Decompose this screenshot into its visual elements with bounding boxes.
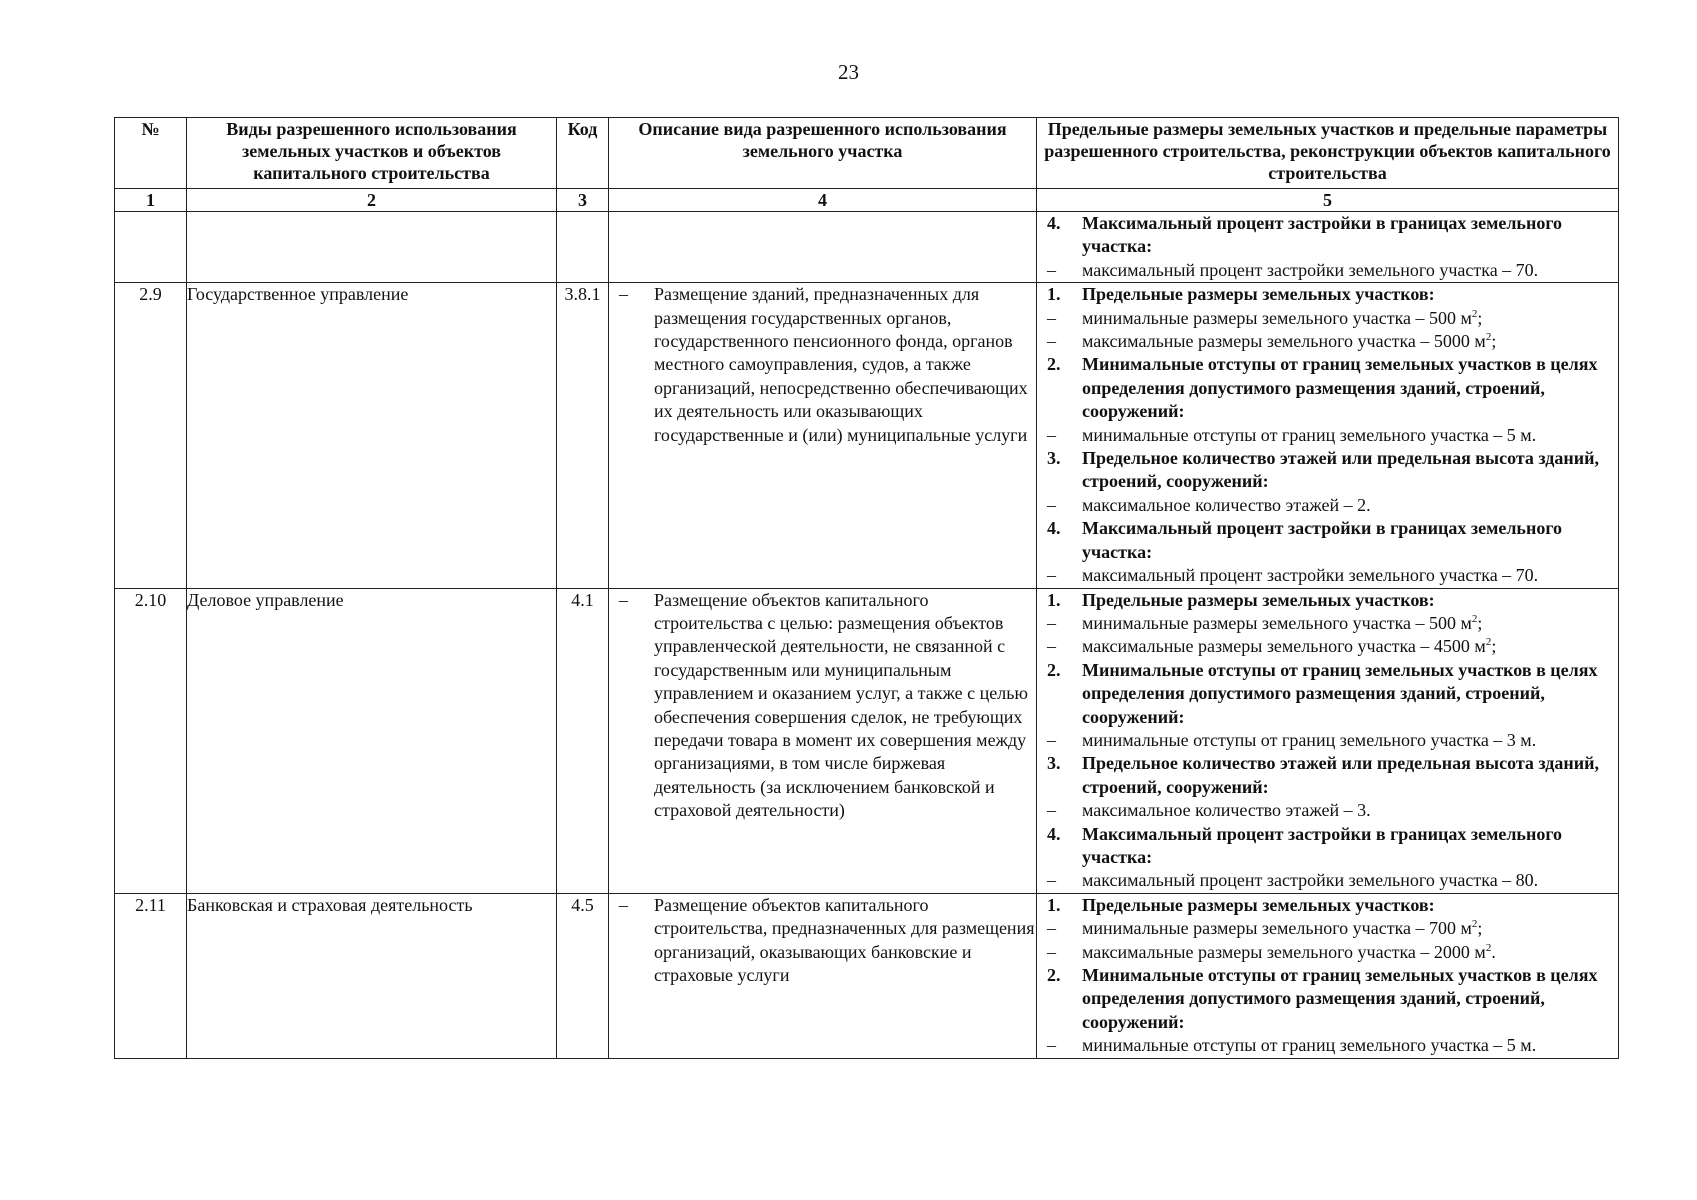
param-item: – максимальный процент застройки земельного участка – 70. — [1047, 565, 1539, 586]
param-heading: 1. Предельные размеры земельных участков: — [1047, 894, 1435, 915]
use-code: 4.1 — [557, 588, 609, 893]
use-type-name: Государственное управление — [187, 283, 557, 588]
param-item: – максимальное количество этажей – 2. — [1047, 494, 1371, 515]
param-heading: 2. Минимальные отступы от границ земельных участков в целях определения допустимого размещения зданий, строений, сооружений: — [1047, 354, 1598, 422]
header-use-type: Виды разрешенного использования земельных участков и объектов капитального строительства — [187, 118, 557, 189]
param-item: – минимальные отступы от границ земельного участка – 3 м. — [1047, 729, 1537, 750]
column-number: 3 — [557, 189, 609, 212]
use-type-name: Банковская и страховая деятельность — [187, 893, 557, 1058]
column-number: 4 — [609, 189, 1037, 212]
use-description: – Размещение объектов капитального строительства с целью: размещения объектов управленческой деятельности, не связанной с государственным или муниципальным управлением и оказанием услуг, а также с целью обеспечения совершения сделок, не требующих передачи товара в момент их совершения между организациями, в том числе биржевая деятельность (за исключением банковской и страховой деятельности) — [609, 588, 1037, 893]
param-heading: 4. Максимальный процент застройки в границах земельного участка: — [1047, 823, 1563, 867]
use-code: 3.8.1 — [557, 283, 609, 588]
table-header-row — [115, 118, 1619, 189]
row-number: 2.9 — [115, 283, 187, 588]
column-number: 1 — [115, 189, 187, 212]
param-item: – максимальное количество этажей – 3. — [1047, 800, 1371, 821]
param-heading: 4. Максимальный процент застройки в границах земельного участка: — [1047, 213, 1563, 257]
header-number: № — [115, 118, 187, 189]
use-type-name — [187, 212, 557, 283]
use-description: – Размещение зданий, предназначенных для размещения государственных органов, государственного пенсионного фонда, органов местного самоуправления, судов, а также организаций, непосредственно обеспечивающих их деятельность или оказывающих государственные и (или) муниципальные услуги — [609, 283, 1037, 588]
column-number: 5 — [1037, 189, 1619, 212]
use-code: 4.5 — [557, 893, 609, 1058]
use-description: – Размещение объектов капитального строительства, предназначенных для размещения организаций, оказывающих банковские и страховые услуги — [609, 893, 1037, 1058]
use-description — [609, 212, 1037, 283]
use-type-name: Деловое управление — [187, 588, 557, 893]
header-code: Код — [557, 118, 609, 189]
row-number: 2.11 — [115, 893, 187, 1058]
param-heading: 3. Предельное количество этажей или предельная высота зданий, строений, сооружений: — [1047, 753, 1600, 797]
param-heading: 4. Максимальный процент застройки в границах земельного участка: — [1047, 518, 1563, 562]
row-number: 2.10 — [115, 588, 187, 893]
param-item: – минимальные отступы от границ земельного участка – 5 м. — [1047, 424, 1537, 445]
parameters-cell — [1037, 283, 1619, 588]
table-row — [115, 588, 1619, 893]
table-row — [115, 212, 1619, 283]
param-item: – максимальный процент застройки земельного участка – 80. — [1047, 870, 1539, 891]
param-item: – минимальные отступы от границ земельного участка – 5 м. — [1047, 1035, 1537, 1056]
param-item: – максимальные размеры земельного участка – 2000 $м^2$. — [1047, 941, 1496, 962]
parameters-cell — [1037, 212, 1619, 283]
page-number: 23 — [838, 60, 859, 84]
column-number: 2 — [187, 189, 557, 212]
param-item: – максимальный процент застройки земельного участка – 70. — [1047, 259, 1539, 280]
param-item: – минимальные размеры земельного участка – 500 $м^2$; — [1047, 612, 1483, 633]
row-number — [115, 212, 187, 283]
param-heading: 2. Минимальные отступы от границ земельных участков в целях определения допустимого размещения зданий, строений, сооружений: — [1047, 659, 1598, 727]
land-use-table — [114, 117, 1619, 1059]
parameters-cell — [1037, 893, 1619, 1058]
param-item: – минимальные размеры земельного участка – 500 $м^2$; — [1047, 307, 1483, 328]
param-heading: 3. Предельное количество этажей или предельная высота зданий, строений, сооружений: — [1047, 448, 1600, 492]
param-item: – минимальные размеры земельного участка – 700 $м^2$; — [1047, 918, 1483, 939]
param-item: – максимальные размеры земельного участка – 5000 $м^2$; — [1047, 331, 1497, 352]
header-parameters: Предельные размеры земельных участков и предельные параметры разрешенного строительства, реконструкции объектов капитального строительства — [1037, 118, 1619, 189]
use-code — [557, 212, 609, 283]
param-heading: 1. Предельные размеры земельных участков: — [1047, 284, 1435, 305]
param-heading: 2. Минимальные отступы от границ земельных участков в целях определения допустимого размещения зданий, строений, сооружений: — [1047, 965, 1598, 1032]
table-row — [115, 283, 1619, 588]
param-heading: 1. Предельные размеры земельных участков: — [1047, 589, 1435, 610]
param-item: – максимальные размеры земельного участка – 4500 $м^2$; — [1047, 636, 1497, 657]
column-numbers-row — [115, 189, 1619, 212]
header-description: Описание вида разрешенного использования земельного участка — [609, 118, 1037, 189]
parameters-cell — [1037, 588, 1619, 893]
table-row — [115, 893, 1619, 1058]
